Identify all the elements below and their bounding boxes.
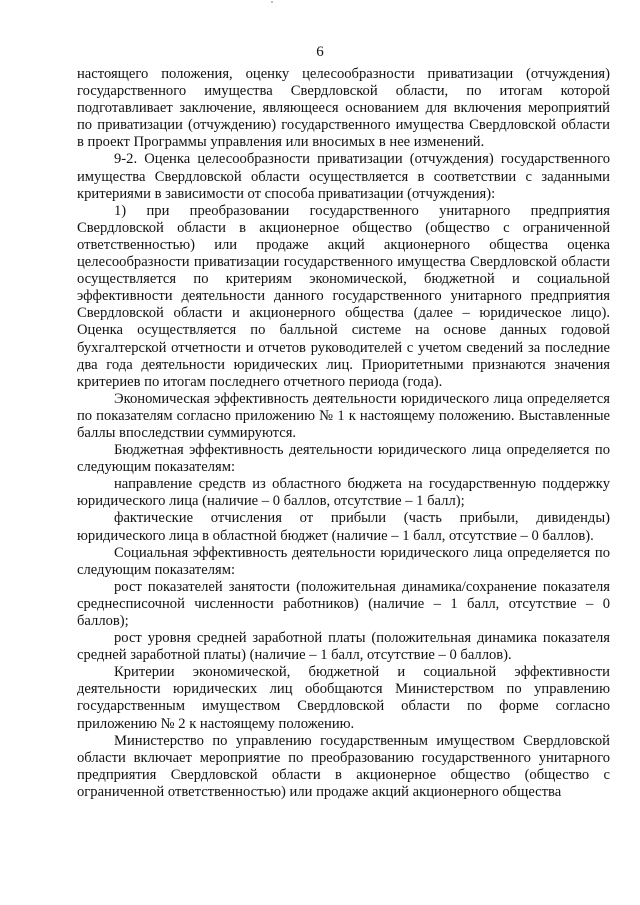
paragraph-ministry-includes: Министерство по управлению государственным имуществом Свердловской области включает мероприятие по преобразованию государственного унитарного предприятия Свердловской области в акционерное общество (общество с ограниченной ответственностью) или продаже акций акционерного общества [77, 732, 610, 800]
paragraph-continuation: настоящего положения, оценку целесообразности приватизации (отчуждения) государственного имущества Свердловской области, по итогам которой подготавливает заключение, являющееся основанием для включения мероприятий по приватизации (отчуждению) государственного имущества Свердловской области в проект Программы управления или вносимых в нее изменений. [77, 66, 610, 151]
paragraph-9-2: 9-2. Оценка целесообразности приватизации (отчуждения) государственного имущества Свердловской области осуществляется в соответствии с заданными критериями в зависимости от способа приватизации (отчуждения): [77, 151, 610, 202]
paragraph-item-1: 1) при преобразовании государственного унитарного предприятия Свердловской области в акционерное общество (общество с ограниченной ответственностью) или продаже акций акционерного общества оценка целесообразности приватизации государственного имущества Свердловской области осуществляется по критериям экономической, бюджетной и социальной эффективности деятельности данного государственного унитарного предприятия Свердловской области и акционерного общества (далее – юридическое лицо). Оценка осуществляется по балльной системе на основе данных годовой бухгалтерской отчетности и отчетов руководителей с учетом сведений за последние два года деятельности юридических лиц. Приоритетными признаются значения критериев по итогам последнего отчетного периода (года). [77, 202, 610, 390]
paragraph-budget-deductions: фактические отчисления от прибыли (часть прибыли, дивиденды) юридического лица в областной бюджет (наличие – 1 балл, отсутствие – 0 баллов). [77, 510, 610, 544]
document-body [77, 66, 610, 801]
paragraph-economic-efficiency: Экономическая эффективность деятельности юридического лица определяется по показателям согласно приложению № 1 к настоящему положению. Выставленные баллы впоследствии суммируются. [77, 390, 610, 441]
page-number: 6 [316, 44, 324, 60]
paragraph-budget-direction: направление средств из областного бюджета на государственную поддержку юридического лица (наличие – 0 баллов, отсутствие – 1 балл); [77, 476, 610, 510]
paragraph-social-efficiency: Социальная эффективность деятельности юридического лица определяется по следующим показателям: [77, 544, 610, 578]
paragraph-salary-growth: рост уровня средней заработной платы (положительная динамика показателя средней заработной платы) (наличие – 1 балл, отсутствие – 0 баллов). [77, 630, 610, 664]
paragraph-criteria-summary: Критерии экономической, бюджетной и социальной эффективности деятельности юридических лиц обобщаются Министерством по управлению государственным имуществом Свердловской области по форме согласно приложению № 2 к настоящему положению. [77, 664, 610, 732]
scan-artifact [271, 1, 273, 3]
paragraph-employment-growth: рост показателей занятости (положительная динамика/сохранение показателя среднесписочной численности работников) (наличие – 1 балл, отсутствие – 0 баллов); [77, 578, 610, 629]
paragraph-budget-efficiency: Бюджетная эффективность деятельности юридического лица определяется по следующим показателям: [77, 442, 610, 476]
